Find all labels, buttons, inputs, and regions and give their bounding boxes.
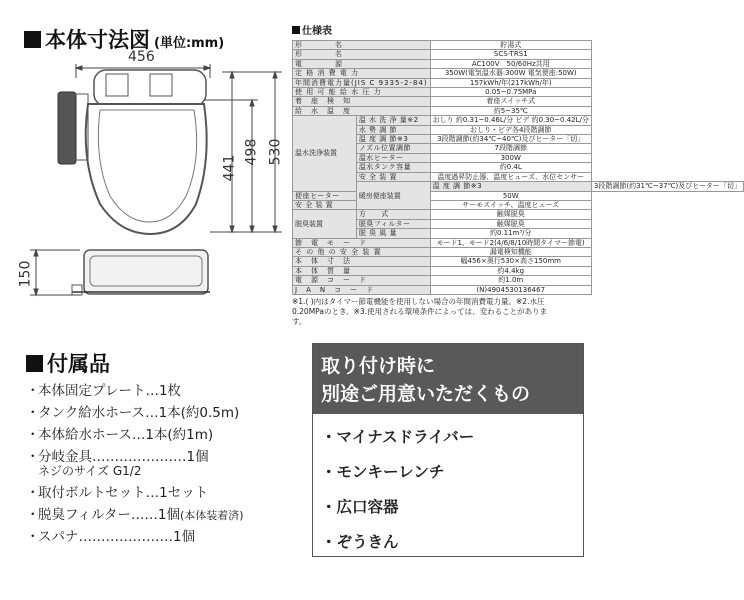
spec-sub-label: 温水タンク容量: [356, 163, 430, 172]
spec-row: [293, 69, 744, 78]
spec-value: 着座スイッチ式: [430, 97, 591, 106]
spec-value: AC100V 50/60Hz共用: [430, 59, 591, 68]
spec-value: 約0.11m³/分: [430, 229, 591, 238]
spec-sub-label: 方 式: [356, 210, 430, 219]
accessory-item: [26, 504, 244, 526]
prep-item: [321, 455, 583, 490]
spec-row: [293, 97, 744, 106]
spec-row: [293, 219, 744, 228]
accessory-qty: ……1個: [130, 507, 180, 523]
accessories-section: [0, 340, 300, 600]
spec-sub-label: 温 水 洗 浄 量※2: [356, 116, 430, 125]
spec-row: [293, 135, 744, 144]
prep-item: [321, 490, 583, 525]
accessory-item: [26, 446, 244, 468]
spec-label: そ の 他 の 安 全 装 置: [293, 247, 431, 256]
accessory-item: [26, 402, 244, 424]
spec-label: 節 電 モ ー ド: [293, 238, 431, 247]
spec-value: 3段階調節(約34℃~40℃)及びヒーター「切」: [430, 135, 591, 144]
spec-sub-label: 安 全 装 置: [356, 172, 430, 181]
title-square-icon: [292, 26, 300, 34]
bullet: ・: [26, 405, 40, 421]
spec-row: [293, 41, 744, 50]
bullet: ・: [26, 427, 40, 443]
spec-sub-label: ノズル位置調節: [356, 144, 430, 153]
spec-group-label: 暖房便座装置: [356, 182, 430, 210]
bullet: ・: [321, 498, 337, 516]
spec-row: [293, 78, 744, 87]
prep-list: [313, 414, 583, 560]
spec-group-label: 脱臭装置: [293, 210, 357, 238]
prep-item-label: モンキーレンチ: [336, 463, 445, 481]
prep-item-label: 広口容器: [336, 498, 399, 516]
spec-sub-label: 安 全 装 置: [293, 200, 357, 209]
prep-item-label: マイナスドライバー: [336, 428, 475, 446]
accessory-sub-note: ネジのサイズ G1/2: [38, 464, 142, 478]
spec-sub-label: 脱臭フィルター: [356, 219, 430, 228]
spec-value: おしり・ビデ各4段階調節: [430, 125, 591, 134]
accessory-qty: …1本(約0.5m): [145, 405, 240, 421]
accessory-item: [26, 424, 244, 446]
spec-row: [293, 59, 744, 68]
dimension-unit: (単位:mm): [154, 36, 225, 51]
bullet: ・: [26, 449, 40, 465]
spec-value: 貯湯式: [430, 41, 591, 50]
accessory-name: 本体給水ホース: [38, 427, 132, 443]
accessory-name: 取付ボルトセット: [38, 485, 146, 501]
accessories-title: 付属品: [26, 348, 110, 378]
spec-row: [293, 50, 744, 59]
spec-table: [292, 40, 744, 295]
prep-item: [321, 420, 583, 455]
spec-row: [293, 106, 744, 115]
prep-title-line2: 別途ご用意いただくもの: [321, 383, 531, 405]
spec-row: [293, 163, 744, 172]
accessory-qty: …1セット: [145, 485, 209, 501]
accessory-name: 脱臭フィルター: [38, 507, 131, 523]
spec-label: 電 源 コ ー ド: [293, 276, 431, 285]
spec-row: [293, 116, 744, 125]
spec-label: 給 水 温 度: [293, 106, 431, 115]
spec-sub-label: 温 度 調 節※3: [430, 182, 591, 191]
spec-value: おしり 約0.31~0.46L/分 ビデ 約0.30~0.42L/分: [430, 116, 591, 125]
accessories-list: [26, 380, 244, 548]
spec-row: [293, 238, 744, 247]
spec-label: 着 座 検 知: [293, 97, 431, 106]
spec-row: [293, 285, 744, 294]
accessory-item: [26, 380, 244, 402]
dimension-depth-498: 498: [243, 138, 260, 166]
spec-label: 本 体 寸 法: [293, 257, 431, 266]
spec-row: [293, 229, 744, 238]
spec-value: SCS-TRS1: [430, 50, 591, 59]
title-square-icon: [26, 355, 43, 372]
spec-value: 触媒脱臭: [430, 219, 591, 228]
accessory-qty: …………………1個: [78, 529, 196, 545]
spec-row: [293, 172, 744, 181]
spec-sub-label: 温 度 調 節※3: [356, 135, 430, 144]
dimension-title: 本体寸法図 (単位:mm): [24, 24, 224, 54]
spec-label: J A N コ ー ド: [293, 285, 431, 294]
accessory-name: スパナ: [38, 529, 79, 545]
bullet: ・: [321, 533, 337, 551]
bullet: ・: [26, 383, 40, 399]
spec-value: 350W(電気温水器:300W 電気便座:50W): [430, 69, 591, 78]
spec-row: [293, 88, 744, 97]
prep-item-label: ぞうきん: [336, 533, 399, 551]
accessory-item: [26, 526, 244, 548]
spec-label: 使 用 可 能 給 水 圧 力: [293, 88, 431, 97]
spec-row: [293, 153, 744, 162]
prep-box: [312, 343, 584, 557]
accessory-item: [26, 482, 244, 504]
spec-sub-label: 便座ヒーター: [293, 191, 357, 200]
bullet: ・: [26, 507, 40, 523]
spec-value: 漏電検知機能: [430, 247, 591, 256]
spec-value: サーモスイッチ、温度ヒューズ: [430, 200, 591, 209]
spec-value: 0.05~0.75MPa: [430, 88, 591, 97]
spec-group-label: 温水洗浄装置: [293, 116, 357, 191]
prep-item: [321, 525, 583, 560]
spec-sub-label: 温水ヒーター: [356, 153, 430, 162]
bullet: ・: [26, 529, 40, 545]
accessory-extra: (本体装着済): [179, 509, 244, 522]
spec-row: [293, 182, 744, 191]
spec-value: モード1、モード2(4/6/8/10時間タイマー節電): [430, 238, 591, 247]
prep-title: [313, 344, 583, 414]
spec-label: 年間消費電力量(JIS C 9335-2-84): [293, 78, 431, 87]
accessory-qty: …1本(約1m): [131, 427, 214, 443]
spec-row: [293, 210, 744, 219]
spec-value: 約4.4kg: [430, 266, 591, 275]
spec-sub-label: 水 勢 調 節: [356, 125, 430, 134]
spec-label: 形 名: [293, 41, 431, 50]
spec-label: 形 名: [293, 50, 431, 59]
spec-sub-label: 脱 臭 風 量: [356, 229, 430, 238]
dimension-depth-441: 441: [221, 154, 238, 182]
spec-row: [293, 144, 744, 153]
accessory-name: 本体固定プレート: [38, 383, 146, 399]
dimension-height: 150: [17, 260, 34, 288]
spec-row: [293, 247, 744, 256]
spec-value: 50W: [430, 191, 591, 200]
spec-label: 電 源: [293, 59, 431, 68]
dimension-depth-530: 530: [267, 138, 284, 166]
bullet: ・: [321, 428, 337, 446]
spec-label: 本 体 質 量: [293, 266, 431, 275]
spec-label: 定 格 消 費 電 力: [293, 69, 431, 78]
spec-value: (N)4904530136467: [430, 285, 591, 294]
bullet: ・: [321, 463, 337, 481]
accessory-qty: …1枚: [145, 383, 182, 399]
spec-row: [293, 276, 744, 285]
spec-value: 約1.0m: [430, 276, 591, 285]
spec-value: 約0.4L: [430, 163, 591, 172]
bullet: ・: [26, 485, 40, 501]
spec-value: 温度過昇防止器、温度ヒューズ、水位センサー: [430, 172, 591, 181]
accessory-name: タンク給水ホース: [38, 405, 146, 421]
accessory-qty: …………………1個: [92, 449, 209, 465]
spec-value: 300W: [430, 153, 591, 162]
accessory-name: 分岐金具: [38, 449, 92, 465]
spec-value: 約5~35℃: [430, 106, 591, 115]
dimension-section: [0, 0, 290, 310]
dimension-width: 456: [128, 49, 155, 65]
spec-title: 仕様表: [292, 22, 552, 37]
spec-value: 触媒脱臭: [430, 210, 591, 219]
prep-title-line1: 取り付け時に: [321, 355, 436, 377]
spec-value: 幅456×奥行530×高さ150mm: [430, 257, 591, 266]
spec-note: ※1.( )内はタイマー節電機能を使用しない場合の年間消費電力量。※2.水圧0.20MPaのとき。※3.使用される環境条件によっては、変わることがあります。: [292, 296, 548, 326]
spec-value: 3段階調節(約31℃~37℃)及びヒーター「切」: [591, 182, 743, 191]
spec-value: 157kWh/年(217kWh/年): [430, 78, 591, 87]
spec-row: [293, 257, 744, 266]
spec-row: [293, 266, 744, 275]
spec-section: [292, 22, 741, 327]
spec-row: [293, 125, 744, 134]
spec-value: 7段階調節: [430, 144, 591, 153]
